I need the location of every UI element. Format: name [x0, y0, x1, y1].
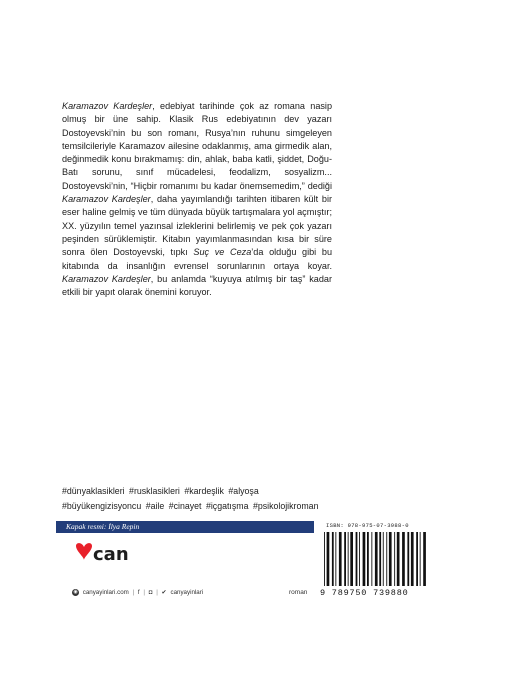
blurb-segment: ’da olduğu gibi bu kitabında da insanlığın evrensel sorunlarının ortaya koyar. — [62, 247, 332, 271]
website-link[interactable]: canyayinlari.com — [82, 589, 129, 596]
barcode-bar — [420, 532, 421, 586]
barcode-bar — [356, 532, 358, 586]
blurb-italic-title: Karamazov Kardeşler — [62, 194, 151, 205]
barcode-bar — [423, 532, 426, 586]
barcode-bar — [383, 532, 384, 586]
barcode-bar — [379, 532, 381, 586]
barcode-bar — [332, 532, 334, 586]
publisher-logo — [72, 540, 132, 568]
blurb-segment: , edebiyat tarihinde çok az romana nasip olmuş bir üne sahip. Klasik Rus edebiyatının dev yazarı Dostoyevski’nin bu son romanı, Rusya’nın ruhunu simgeleyen temsilcileriyle Karamazov ailesine odaklanmış, ama girmedik alan, değinmedik konu bırakmamış: din, ahlak, baba katli, şiddet, Doğu-Batı sorunu, sınıf mücadelesi, feodalizm, sosyalizm... Dostoyevski’nin, “Hiçbir romanımı bu kadar önemsemedim,” dediği — [62, 101, 332, 191]
barcode-bar — [394, 532, 395, 586]
publisher-links — [72, 589, 203, 596]
barcode-bar — [339, 532, 342, 586]
barcode-bar — [344, 532, 346, 586]
hashtag: #içgatışma — [205, 501, 249, 511]
hashtag: #dünyaklasikleri — [62, 486, 125, 496]
cover-credit: Kapak resmi: İlya Repin — [66, 522, 140, 531]
divider: | — [156, 589, 158, 596]
blurb-segment: , daha yayımlandığı tarihten itibaren kült bir eser haline gelmiş ve tüm dünyada büyük tartışmalara yol açmıştır; XX. yüzyılın temel yazınsal izleklerini belirlemiş ve pek çok yazarı peşinden sürüklemiştir. Kitabın yayımlanmasından kısa bir süre sonra ölen Dostoyevski, tıpkı — [62, 194, 332, 258]
category-label: roman — [289, 589, 308, 596]
hashtag: #psikolojikroman — [252, 501, 319, 511]
hashtag: #cinayet — [168, 501, 202, 511]
barcode-bar — [411, 532, 414, 586]
isbn-text: ISBN: 978-975-07-3988-0 — [326, 522, 409, 529]
instagram-icon[interactable]: ◘ — [148, 589, 153, 596]
divider: | — [143, 589, 145, 596]
blurb-italic-title: Karamazov Kardeşler — [62, 273, 151, 284]
twitter-icon[interactable]: ✔ — [161, 589, 167, 596]
hashtag: #rusklasikleri — [129, 486, 180, 496]
barcode-bar — [324, 532, 325, 586]
hashtag: #aile — [145, 501, 165, 511]
facebook-icon[interactable]: f — [137, 589, 140, 596]
globe-icon: ◉ — [73, 589, 78, 595]
barcode-bar — [350, 532, 353, 586]
barcode-bar — [407, 532, 409, 586]
barcode-bar — [348, 532, 349, 586]
blurb-italic-title: Suç ve Ceza — [193, 247, 252, 258]
blurb-text — [62, 100, 332, 299]
barcode-bar — [335, 532, 336, 586]
barcode-bar — [416, 532, 418, 586]
barcode-bar — [386, 532, 387, 586]
blurb-italic-title: Karamazov Kardeşler — [62, 101, 153, 111]
hashtag: #alyoşa — [228, 486, 259, 496]
hashtag-list — [62, 484, 342, 514]
barcode-number: 9 789750 739880 — [320, 588, 409, 598]
barcode-panel — [316, 519, 432, 601]
hashtag: #kardeşlik — [184, 486, 224, 496]
barcode-bar — [389, 532, 392, 586]
barcode-bar — [402, 532, 405, 586]
barcode — [320, 532, 428, 588]
barcode-bar — [327, 532, 330, 586]
barcode-bar — [375, 532, 378, 586]
blurb-segment: , bu anlamda “kuyuya atılmış bir taş” kadar etkili bir yapıt olarak önemini koruyor. — [62, 273, 332, 298]
heart-icon — [76, 543, 92, 560]
barcode-bar — [397, 532, 400, 586]
hashtag: #büyükengizisyoncu — [62, 501, 142, 511]
barcode-bar — [363, 532, 366, 586]
divider: | — [132, 589, 135, 596]
barcode-bar — [371, 532, 372, 586]
social-handle[interactable]: canyayinlari — [170, 589, 204, 596]
barcode-bar — [359, 532, 360, 586]
logo-wordmark: can — [93, 544, 129, 565]
cover-credit-bar — [56, 521, 314, 533]
barcode-bar — [367, 532, 369, 586]
